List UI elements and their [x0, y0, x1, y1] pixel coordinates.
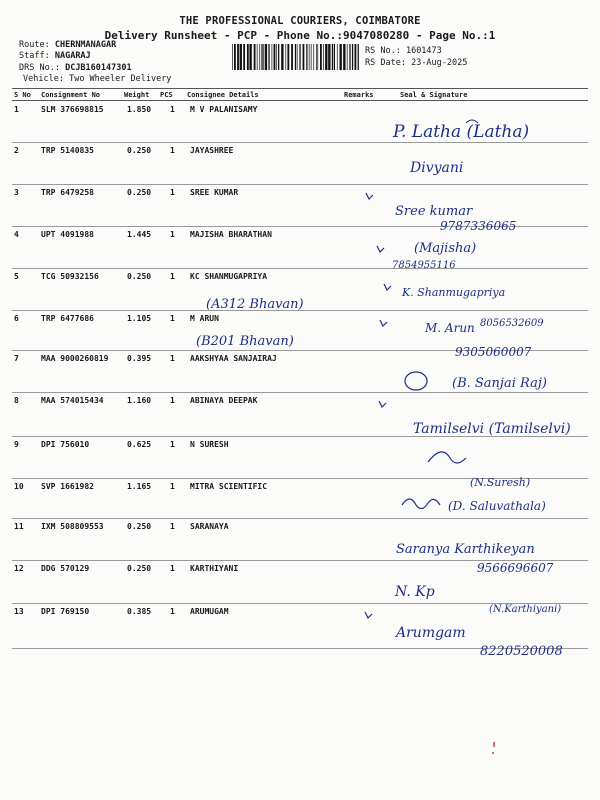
- tick-mark: [366, 193, 373, 199]
- consignee-cell: M ARUN: [190, 314, 219, 323]
- signature-row-6-phone: 8056532609: [480, 318, 544, 329]
- company-name: THE PROFESSIONAL COURIERS, COIMBATORE: [179, 15, 421, 27]
- pcs-cell: 1: [170, 482, 175, 491]
- barcode-bar: [234, 44, 236, 70]
- consignment-cell: UPT 4091988: [41, 230, 94, 239]
- barcode-bar: [340, 44, 342, 70]
- pcs-cell: 1: [170, 230, 175, 239]
- signature-row-7-mark: [405, 372, 427, 390]
- barcode-bar: [311, 44, 312, 70]
- pcs-cell: 1: [170, 522, 175, 531]
- consignee-cell: MAJISHA BHARATHAN: [190, 230, 272, 239]
- route-value: CHERNMANAGAR: [54, 40, 117, 50]
- table-top-rule: [12, 88, 588, 89]
- pcs-cell: 1: [170, 272, 175, 281]
- barcode-bar: [247, 44, 249, 70]
- sno-cell: 7: [14, 354, 19, 363]
- consignee-cell: M V PALANISAMY: [190, 105, 258, 114]
- red-mark: [493, 742, 494, 754]
- barcode-bar: [349, 44, 350, 70]
- row-divider: [12, 560, 588, 561]
- signature-row-9-mark: [428, 452, 466, 463]
- consignee-cell: KC SHANMUGAPRIYA: [190, 272, 268, 281]
- header-bottom-rule: [12, 100, 588, 101]
- drs-line: [19, 63, 132, 73]
- consignment-cell: TRP 6479258: [41, 188, 94, 197]
- pcs-cell: 1: [170, 105, 175, 114]
- signature-row-3-name: Sree kumar: [395, 204, 473, 219]
- consignment-cell: SLM 376698815: [41, 105, 104, 114]
- weight-cell: 1.445: [127, 230, 152, 239]
- barcode: [232, 44, 360, 70]
- col-weight: Weight: [124, 91, 150, 99]
- col-sno: S No: [14, 91, 31, 99]
- barcode-bar: [355, 44, 357, 70]
- barcode-bar: [325, 44, 327, 70]
- barcode-bar: [347, 44, 348, 70]
- sno-cell: 5: [14, 272, 19, 281]
- barcode-bar: [343, 44, 345, 70]
- vehicle-value: Two Wheeler Delivery: [69, 74, 172, 84]
- signature-row-5-name: K. Shanmugapriya: [402, 286, 506, 299]
- barcode-bar: [232, 44, 233, 70]
- signature-row-10: (D. Saluvathala): [448, 499, 546, 513]
- signature-row-1: P. Latha (Latha): [393, 122, 530, 142]
- barcode-bar: [254, 44, 256, 70]
- weight-cell: 0.250: [127, 272, 152, 281]
- weight-cell: 1.105: [127, 314, 152, 323]
- signature-flourish: [466, 120, 478, 123]
- row-divider: [12, 142, 588, 143]
- barcode-bar: [259, 44, 260, 70]
- row-divider: [12, 184, 588, 185]
- row-divider: [12, 310, 588, 311]
- consignee-cell: ABINAYA DEEPAK: [190, 396, 258, 405]
- barcode-bar: [295, 44, 296, 70]
- signature-row-7-name: (B. Sanjai Raj): [452, 376, 547, 391]
- tick-mark: [384, 284, 391, 290]
- barcode-bar: [297, 44, 298, 70]
- weight-cell: 0.250: [127, 564, 152, 573]
- barcode-bar: [261, 44, 262, 70]
- barcode-bar: [249, 44, 251, 70]
- signature-row-6-note: (B201 Bhavan): [196, 334, 294, 349]
- consignment-cell: DDG 570129: [41, 564, 90, 573]
- consignee-cell: N SURESH: [190, 440, 229, 449]
- sno-cell: 3: [14, 188, 19, 197]
- drs-value: DCJB160147301: [65, 63, 132, 73]
- weight-cell: 0.250: [127, 522, 152, 531]
- staff-value: NAGARAJ: [54, 51, 91, 61]
- signature-row-5-note: (A312 Bhavan): [206, 297, 304, 312]
- barcode-bar: [243, 44, 245, 70]
- consignee-cell: ARUMUGAM: [190, 607, 229, 616]
- barcode-bar: [265, 44, 267, 70]
- col-consignment: Consignment No: [41, 91, 101, 99]
- signature-row-8: Tamilselvi (Tamilselvi): [413, 421, 571, 437]
- barcode-bar: [303, 44, 305, 70]
- barcode-bar: [291, 44, 293, 70]
- col-seal-signature: Seal & Signature: [400, 91, 468, 99]
- pcs-cell: 1: [170, 146, 175, 155]
- row-divider: [12, 478, 588, 479]
- barcode-bar: [257, 44, 258, 70]
- col-consignee: Consignee Details: [187, 91, 259, 99]
- pcs-cell: 1: [170, 188, 175, 197]
- pcs-cell: 1: [170, 564, 175, 573]
- sno-cell: 1: [14, 105, 19, 114]
- consignment-cell: TRP 5140835: [41, 146, 94, 155]
- signature-row-12-mark: N. Kp: [395, 584, 435, 600]
- col-remarks: Remarks: [344, 91, 374, 99]
- consignee-cell: SARANAYA: [190, 522, 229, 531]
- rs-date-line: [365, 58, 467, 68]
- weight-cell: 0.250: [127, 146, 152, 155]
- signature-row-13-phone: 8220520008: [480, 644, 563, 659]
- barcode-bar: [274, 44, 276, 70]
- sno-cell: 6: [14, 314, 19, 323]
- barcode-bar: [287, 44, 289, 70]
- signature-row-11-name: Saranya Karthikeyan: [396, 542, 535, 557]
- signature-row-4-name: (Majisha): [414, 241, 477, 256]
- barcode-bar: [285, 44, 286, 70]
- barcode-bar: [332, 44, 333, 70]
- signature-row-13-name: Arumgam: [396, 625, 466, 641]
- tick-mark: [377, 246, 384, 252]
- route-label: Route:: [19, 40, 50, 50]
- runsheet-title: Delivery Runsheet - PCP - Phone No.:9047080280 - Page No.:1: [104, 29, 496, 42]
- signature-row-11-phone: 9566696607: [477, 561, 554, 575]
- sno-cell: 9: [14, 440, 19, 449]
- sno-cell: 11: [14, 522, 24, 531]
- row-divider: [12, 226, 588, 227]
- row-divider: [12, 436, 588, 437]
- drs-label: DRS No.:: [19, 63, 60, 73]
- weight-cell: 0.385: [127, 607, 152, 616]
- sno-cell: 12: [14, 564, 24, 573]
- row-divider: [12, 268, 588, 269]
- sno-cell: 2: [14, 146, 19, 155]
- consignment-cell: IXM 508809553: [41, 522, 104, 531]
- sno-cell: 8: [14, 396, 19, 405]
- barcode-bar: [317, 44, 318, 70]
- pcs-cell: 1: [170, 354, 175, 363]
- barcode-bar: [268, 44, 269, 70]
- consignee-cell: KARTHIYANI: [190, 564, 239, 573]
- consignee-cell: AAKSHYAA SANJAIRAJ: [190, 354, 277, 363]
- tick-mark: [380, 320, 387, 326]
- rs-date-value: 23-Aug-2025: [411, 58, 468, 68]
- weight-cell: 0.625: [127, 440, 152, 449]
- barcode-bar: [281, 44, 283, 70]
- rs-no-line: [365, 46, 442, 56]
- barcode-bar: [237, 44, 239, 70]
- weight-cell: 0.395: [127, 354, 152, 363]
- rs-no-label: RS No.:: [365, 46, 401, 56]
- row-divider: [12, 392, 588, 393]
- row-divider: [12, 603, 588, 604]
- row-divider: [12, 350, 588, 351]
- rs-date-label: RS Date:: [365, 58, 406, 68]
- row-divider: [12, 518, 588, 519]
- barcode-bar: [306, 44, 307, 70]
- signature-row-2: Divyani: [410, 160, 464, 176]
- barcode-bar: [316, 44, 317, 70]
- vehicle-line: [23, 74, 171, 84]
- consignee-cell: MITRA SCIENTIFIC: [190, 482, 268, 491]
- weight-cell: 0.250: [127, 188, 152, 197]
- pcs-cell: 1: [170, 396, 175, 405]
- consignment-cell: TRP 6477686: [41, 314, 94, 323]
- consignment-cell: MAA 9000260819: [41, 354, 109, 363]
- tick-mark: [365, 612, 372, 618]
- barcode-bar: [240, 44, 242, 70]
- sno-cell: 10: [14, 482, 24, 491]
- barcode-bar: [276, 44, 277, 70]
- barcode-bar: [358, 44, 359, 70]
- vehicle-label: Vehicle:: [23, 74, 64, 84]
- barcode-bar: [334, 44, 335, 70]
- signature-row-9: (N.Suresh): [470, 476, 531, 489]
- route-line: [19, 40, 116, 50]
- barcode-bar: [337, 44, 338, 70]
- pcs-cell: 1: [170, 314, 175, 323]
- signature-row-10-mark: [402, 499, 440, 509]
- weight-cell: 1.160: [127, 396, 152, 405]
- barcode-bar: [352, 44, 353, 70]
- signature-row-4-phone: 7854955116: [392, 260, 456, 271]
- barcode-bar: [323, 44, 324, 70]
- signature-row-3-phone: 9787336065: [440, 219, 517, 233]
- barcode-bar: [278, 44, 279, 70]
- pcs-cell: 1: [170, 607, 175, 616]
- consignee-cell: SREE KUMAR: [190, 188, 239, 197]
- weight-cell: 1.850: [127, 105, 152, 114]
- rs-no-value: 1601473: [405, 46, 442, 56]
- consignment-cell: SVP 1661982: [41, 482, 94, 491]
- barcode-bar: [313, 44, 314, 70]
- row-divider: [12, 648, 588, 649]
- signature-row-7-phone: 9305060007: [455, 345, 532, 359]
- staff-label: Staff:: [19, 51, 50, 61]
- col-pcs: PCS: [160, 91, 173, 99]
- consignment-cell: MAA 574015434: [41, 396, 104, 405]
- weight-cell: 1.165: [127, 482, 152, 491]
- staff-line: [19, 51, 91, 61]
- tick-mark: [379, 401, 386, 407]
- consignment-cell: DPI 769150: [41, 607, 90, 616]
- barcode-bar: [320, 44, 322, 70]
- consignee-cell: JAYASHREE: [190, 146, 234, 155]
- barcode-bar: [309, 44, 310, 70]
- signature-row-6-name: M. Arun: [425, 321, 475, 335]
- barcode-bar: [272, 44, 273, 70]
- consignment-cell: TCG 50932156: [41, 272, 99, 281]
- consignment-cell: DPI 756010: [41, 440, 90, 449]
- barcode-bar: [299, 44, 300, 70]
- sno-cell: 13: [14, 607, 24, 616]
- barcode-bar: [328, 44, 330, 70]
- pcs-cell: 1: [170, 440, 175, 449]
- barcode-bar: [263, 44, 264, 70]
- signature-row-12-name: (N.Karthiyani): [489, 604, 562, 615]
- sno-cell: 4: [14, 230, 19, 239]
